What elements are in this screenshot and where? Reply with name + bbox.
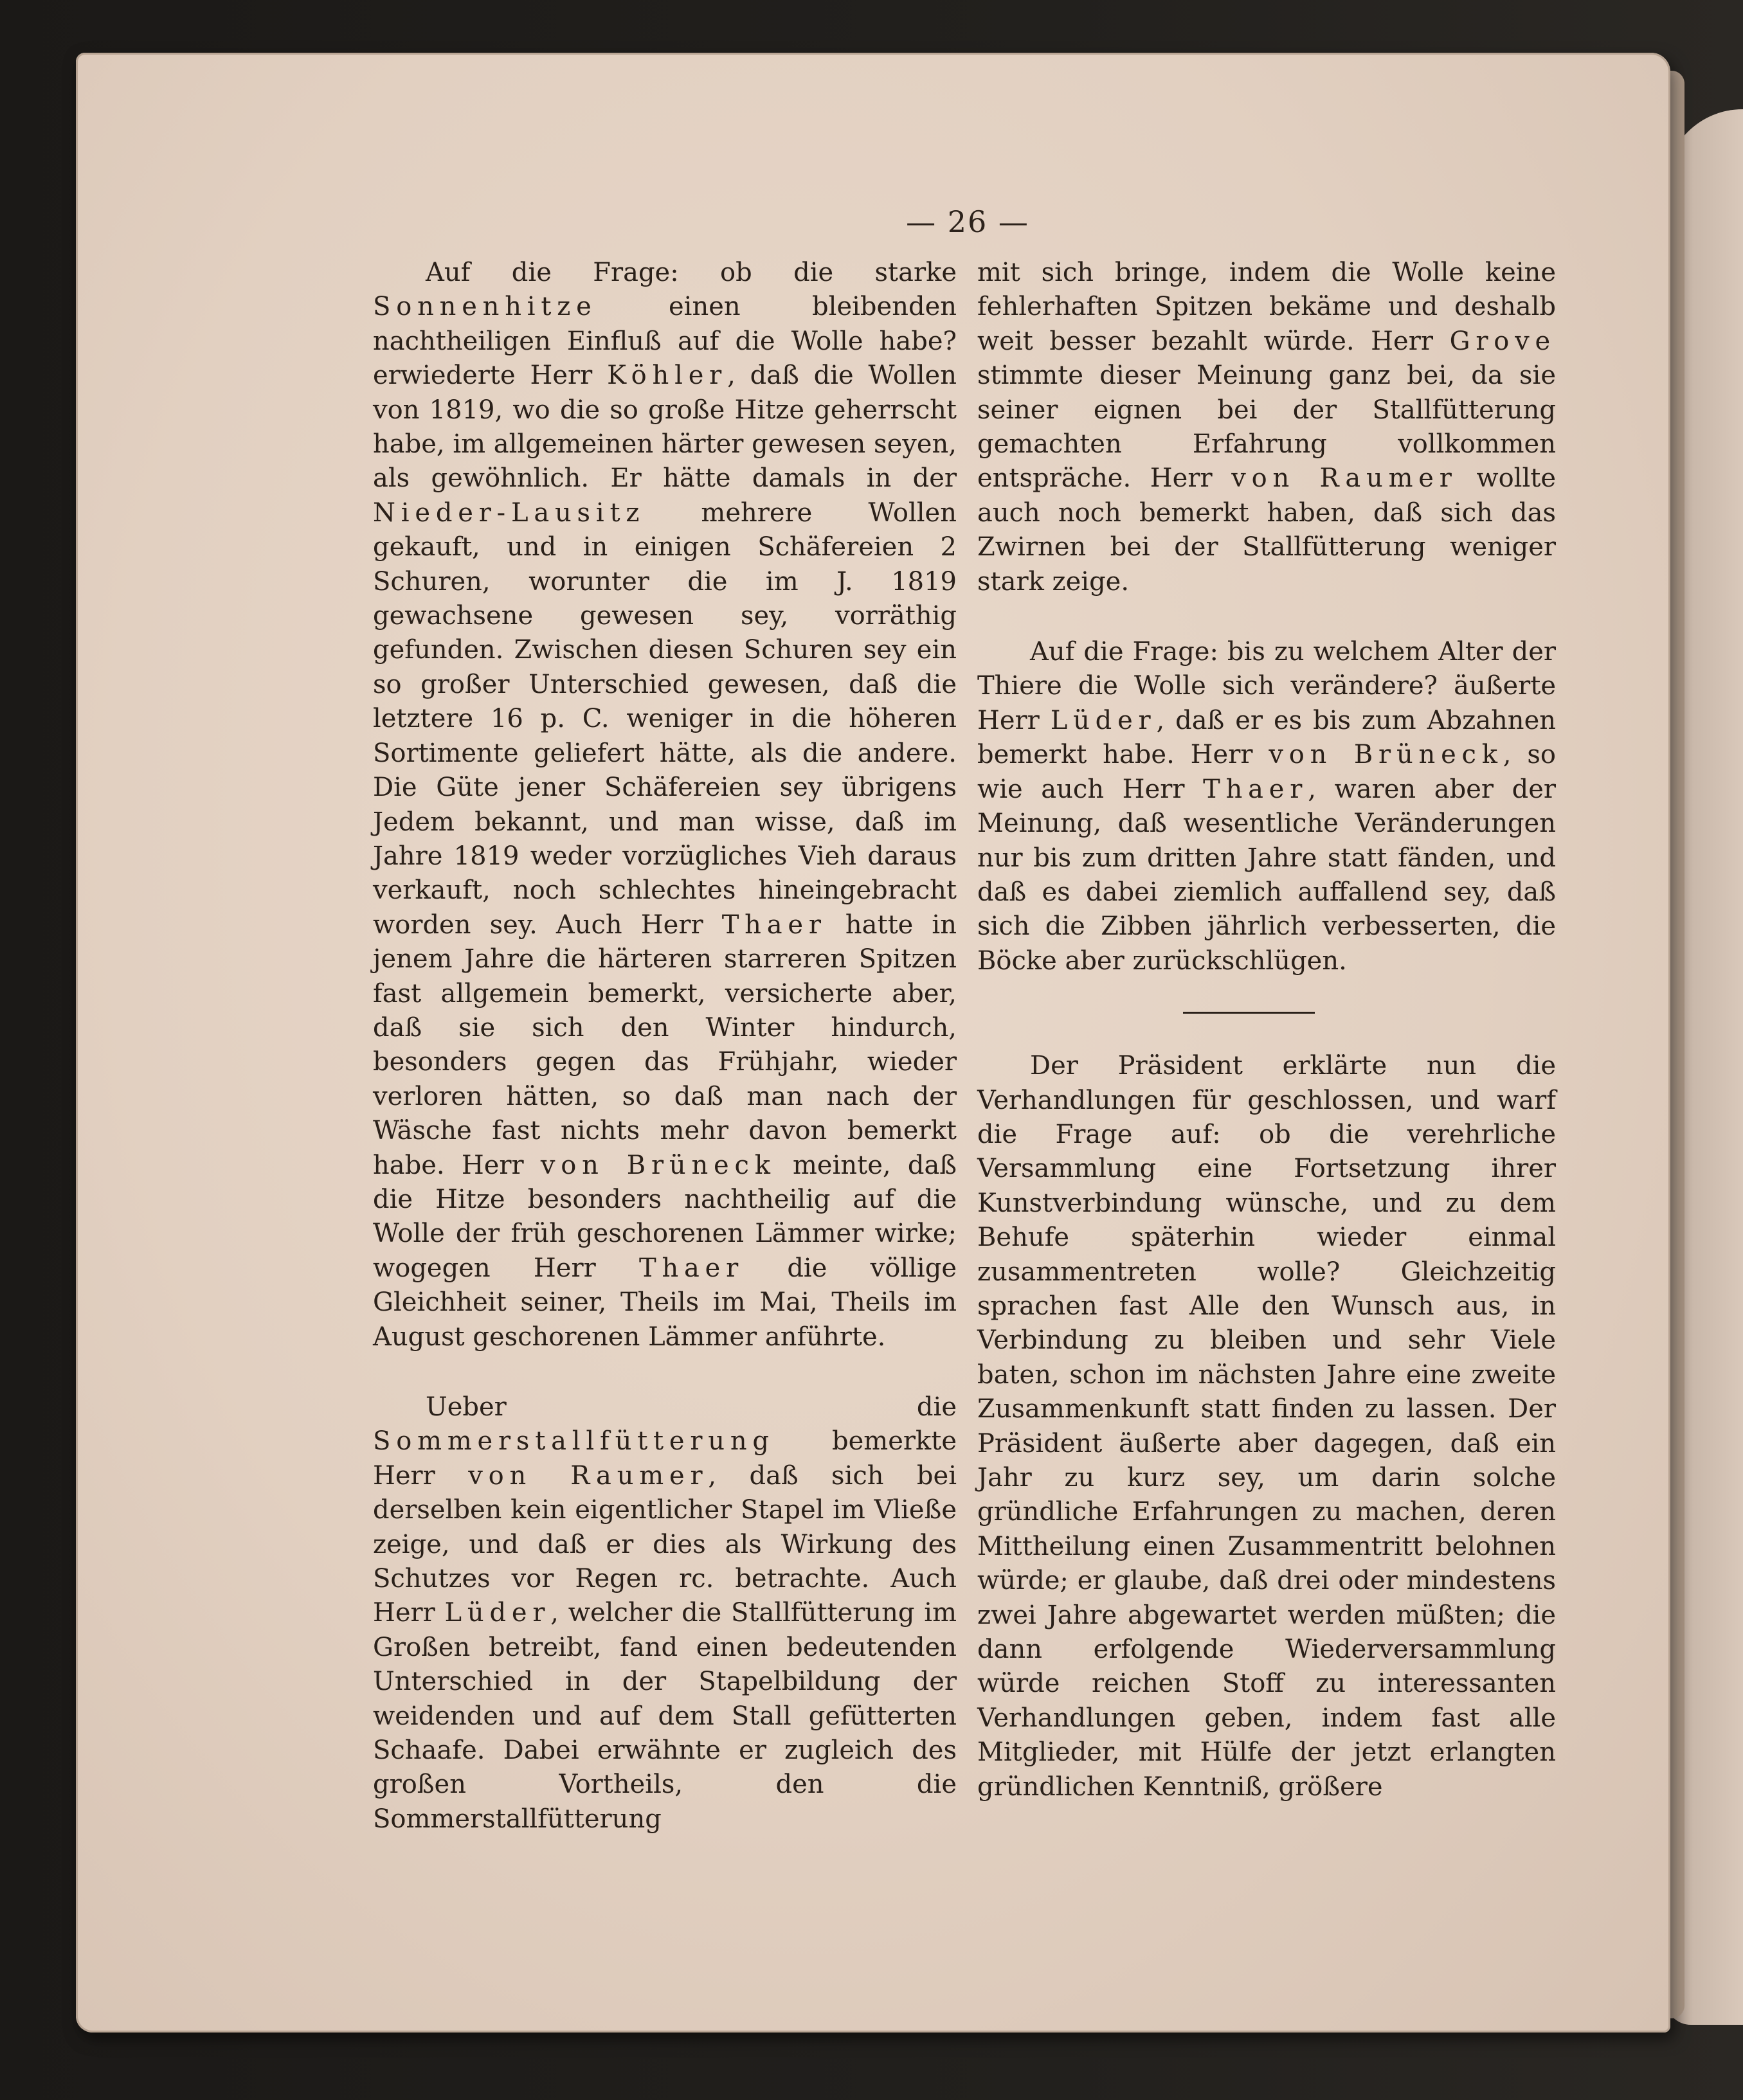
speaker-name: Lüder [1050,705,1157,735]
paragraph-sonnenhitze [373,256,957,1354]
text-run: Auf die Frage: bis zu welchem Alter der Thiere die Wolle sich verändere? äußerte Herr [977,637,1556,735]
speaker-name: von Raumer [468,1460,709,1491]
text-run: , welcher die Stallfütterung im Großen betreibt, fand einen bedeutenden Unterschied in der Stapelbildung der weidenden und auf dem Stall gefütterten Schaafe. Dabei erwähnte er zugleich des großen Vortheils, den die Sommerstallfütterung [373,1598,957,1834]
right-column [977,256,1556,1804]
paragraph-praesident: Der Präsident erklärte nun die Verhandlungen für geschlossen, und warf die Frage auf: ob die verehrliche Versammlung eine Fortsetzung ihrer Kunstverbindung wünsche, und zu dem Behufe späterhin wieder einmal zusammentreten wolle? Gleichzeitig sprachen fast Alle den Wunsch aus, in Verbindung zu bleiben und sehr Viele baten, schon im nächsten Jahre eine zweite Zusammenkunft statt finden zu lassen. Der Präsident äußerte aber dagegen, daß ein Jahr zu kurz sey, um darin solche gründliche Erfahrungen zu machen, deren Mittheilung einen Zusammentritt belohnen würde; er glaube, daß drei oder mindestens zwei Jahre abgewartet werden müßten; die dann erfolgende Wiederversammlung würde reichen Stoff zu interessanten Verhandlungen geben, indem fast alle Mitglieder, mit Hülfe der jetzt erlangten gründlichen Kenntniß, größere [977,1051,1556,1802]
text-run: meinte, daß die Hitze besonders nachtheilig auf die Wolle der früh geschorenen Lämmer wirke; wogegen Herr [373,1150,957,1283]
text-run: die völlige Gleichheit seiner, Theils im Mai, Theils im August geschorenen Lämmer anführte. [373,1253,957,1352]
speaker-name: Thaer [1203,774,1308,804]
speaker-name: Lüder [444,1598,551,1628]
text-run: bemerkte Herr [373,1426,957,1491]
speaker-name: Thaer [638,1253,745,1283]
speaker-name: von Brüneck [1269,740,1503,770]
speaker-name: von Raumer [1231,463,1458,494]
separator-rule [1183,1012,1315,1014]
spaced-term: Sonnenhitze [373,292,597,322]
text-run: , daß sich bei derselben kein eigentlicher Stapel im Vließe zeige, und daß er dies als Wirkung des Schutzes vor Regen rc. betrachte. Auch Herr [373,1460,957,1628]
text-run: , so wie auch Herr [977,740,1556,804]
left-column [373,256,957,1836]
text-run: , daß er es bis zum Abzahnen bemerkt habe. Herr [977,705,1556,770]
place-name: Nieder-Lausitz [373,498,646,528]
speaker-name: Thaer [721,910,827,940]
text-run: Auf die Frage: ob die starke [426,258,957,287]
text-run: einen bleibenden nachtheiligen Einfluß auf die Wolle habe? erwiederte Herr [373,292,957,391]
text-run: wollte auch noch bemerkt haben, daß sich das Zwirnen bei der Stallfütterung weniger stark zeige. [977,463,1556,597]
paragraph-continuation [977,256,1556,599]
text-run: hatte in jenem Jahre die härteren starreren Spitzen fast allgemein bemerkt, versicherte aber, daß sie sich den Winter hindurch, besonders gegen das Frühjahr, wieder verloren hätten, so daß man nach der Wäsche fast nichts mehr davon bemerkt habe. Herr [373,910,957,1180]
paragraph-alter-der-thiere [977,635,1556,978]
text-run: stimmte dieser Meinung ganz bei, da sie seiner eignen bei der Stallfütterung gemachten Erfahrung vollkommen entspräche. Herr [977,361,1556,494]
text-run: mehrere Wollen gekauft, und in einigen Schäfereien 2 Schuren, worunter die im J. 1819 gewachsene gewesen sey, vorräthig gefunden. Zwischen diesen Schuren sey ein so großer Unterschied gewesen, daß die letztere 16 p. C. weniger in die höheren Sortimente geliefert hätte, als die andere. Die Güte jener Schäfereien sey übrigens Jedem bekannt, und man wisse, daß im Jahre 1819 weder vorzügliches Vieh daraus verkauft, noch schlechtes hineingebracht worden sey. Auch Herr [373,498,957,940]
speaker-name: Köhler [607,361,728,391]
spaced-term: Sommerstallfütterung [373,1426,775,1457]
text-run: , waren aber der Meinung, daß wesentliche Veränderungen nur bis zum dritten Jahre statt fänden, und daß es dabei ziemlich auffallend sey, daß sich die Zibben jährlich verbesserten, die Böcke aber zurückschlügen. [977,774,1556,976]
paragraph-sommerstallfuetterung [373,1390,957,1836]
text-run: Ueber die [426,1392,957,1422]
page-number: — 26 — [906,204,1029,239]
text-run: , daß die Wollen von 1819, wo die so große Hitze geherrscht habe, im allgemeinen härter gewesen seyen, als gewöhnlich. Er hätte damals in der [373,361,957,494]
speaker-name: Grove [1449,326,1556,356]
text-run: mit sich bringe, indem die Wolle keine fehlerhaften Spitzen bekäme und deshalb weit besser bezahlt würde. Herr [977,258,1556,356]
speaker-name: von Brüneck [540,1150,776,1180]
section-separator [977,978,1556,1049]
